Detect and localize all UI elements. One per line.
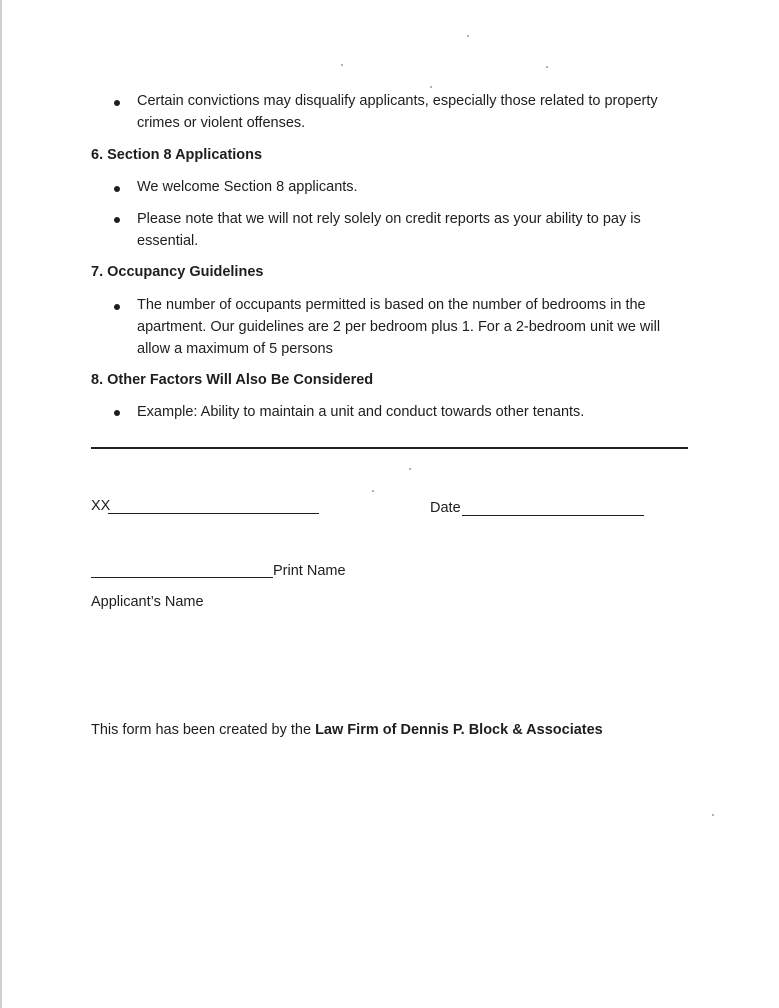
section-divider: [91, 447, 688, 449]
page-edge: [0, 0, 2, 1008]
section-7-heading: 7. Occupancy Guidelines: [91, 264, 264, 280]
scan-speck: [341, 64, 343, 66]
bullet-convictions: Certain convictions may disqualify applicants, especially those related to property crimes or violent offenses.: [137, 93, 658, 131]
section-8-heading: 8. Other Factors Will Also Be Considered: [91, 372, 374, 388]
bullet-other-factors: Example: Ability to maintain a unit and conduct towards other tenants.: [137, 404, 585, 420]
applicant-name-label: Applicant’s Name: [91, 594, 204, 610]
scan-speck: [409, 468, 411, 470]
print-name-line: [91, 577, 273, 578]
footer-note: [91, 722, 603, 738]
bullet-dot: [114, 410, 120, 416]
print-name-label: Print Name: [273, 563, 346, 579]
signature-line: [108, 513, 319, 514]
bullet-dot: [114, 100, 120, 106]
footer-prefix: This form has been created by the: [91, 722, 316, 738]
bullet-section8-welcome: We welcome Section 8 applicants.: [137, 179, 358, 195]
footer-firm-name: Law Firm of Dennis P. Block & Associates: [315, 722, 603, 738]
date-line: [462, 515, 644, 516]
scan-speck: [467, 35, 469, 37]
bullet-dot: [114, 217, 120, 223]
signature-xx-label: XX: [91, 498, 111, 514]
bullet-credit-reports: Please note that we will not rely solely on credit reports as your ability to pay is essential.: [137, 211, 641, 249]
scan-speck: [546, 66, 548, 68]
scan-speck: [372, 490, 374, 492]
bullet-dot: [114, 186, 120, 192]
bullet-occupancy: The number of occupants permitted is based on the number of bedrooms in the apartment. Our guidelines are 2 per bedroom plus 1. For a 2-bedroom unit we will allow a maximum of 5 persons: [137, 297, 661, 357]
scan-speck: [712, 814, 714, 816]
scan-speck: [430, 86, 432, 88]
date-label: Date: [430, 500, 461, 516]
section-6-heading: 6. Section 8 Applications: [91, 147, 263, 163]
bullet-dot: [114, 304, 120, 310]
